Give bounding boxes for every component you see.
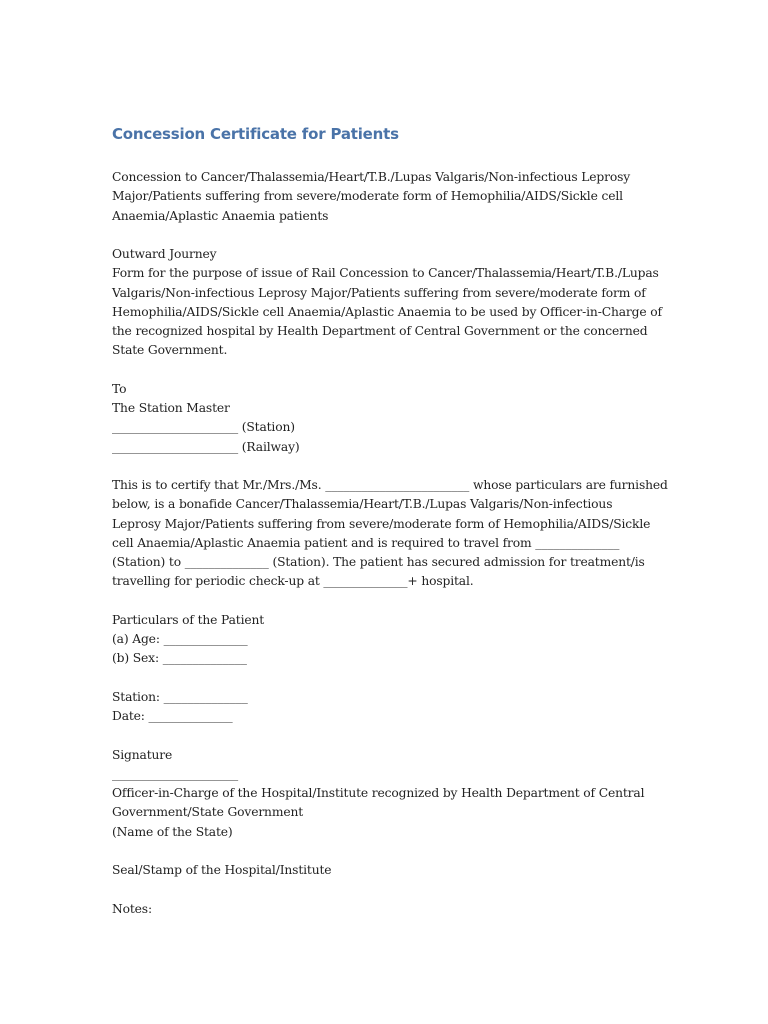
railway-blank-line: _____________________ (Railway) [112, 439, 300, 454]
station-date-block [112, 688, 672, 727]
intro-line: Concession to Cancer/Thalassemia/Heart/T.B./Lupas Valgaris/Non-infectious Leprosy [112, 170, 631, 184]
address-line: The Station Master [112, 401, 230, 415]
particulars-block [112, 611, 672, 669]
purpose-paragraph [112, 264, 672, 360]
certify-line: (Station) to ______________ (Station). The patient has secured admission for treatment/is [112, 555, 645, 569]
paragraph-gap [112, 457, 672, 476]
certify-line: below, is a bonafide Cancer/Thalassemia/Heart/T.B./Lupas Valgaris/Non-infectious [112, 497, 613, 512]
officer-line: Officer-in-Charge of the Hospital/Institute recognized by Health Department of Central [112, 786, 645, 800]
certify-line: travelling for periodic check-up at ______________+ hospital. [112, 574, 474, 589]
notes-label: Notes: [112, 901, 152, 916]
age-field-line: (a) Age: ______________ [112, 632, 248, 646]
certify-paragraph [112, 476, 672, 592]
intro-paragraph [112, 168, 672, 226]
intro-line: Anaemia/Aplastic Anaemia patients [112, 208, 329, 223]
purpose-line: the recognized hospital by Health Department of Central Government or the concerned [112, 324, 648, 338]
date-field-line: Date: ______________ [112, 709, 233, 723]
document-body [112, 168, 672, 919]
officer-line: Government/State Government [112, 805, 304, 820]
seal-stamp-line: Seal/Stamp of the Hospital/Institute [112, 863, 332, 877]
particulars-heading: Particulars of the Patient [112, 612, 265, 627]
station-blank-line: _____________________ (Station) [112, 420, 295, 435]
purpose-line: Form for the purpose of issue of Rail Concession to Cancer/Thalassemia/Heart/T.B./Lupas [112, 266, 659, 281]
paragraph-gap [112, 361, 672, 380]
paragraph-gap [112, 669, 672, 688]
purpose-line: Hemophilia/AIDS/Sickle cell Anaemia/Aplastic Anaemia to be used by Officer-in-Charge of [112, 304, 662, 319]
certify-line: This is to certify that Mr./Mrs./Ms. ________________________ whose particulars are furnished [112, 478, 668, 492]
paragraph-gap [112, 592, 672, 611]
paragraph-gap [112, 726, 672, 745]
station-field-line: Station: ______________ [112, 689, 248, 704]
document-title: Concession Certificate for Patients [112, 125, 399, 143]
intro-line: Major/Patients suffering from severe/moderate form of Hemophilia/AIDS/Sickle cell [112, 189, 623, 204]
sex-field-line: (b) Sex: ______________ [112, 651, 247, 666]
address-block [112, 380, 672, 457]
signature-block [112, 746, 672, 842]
purpose-line: Valgaris/Non-infectious Leprosy Major/Patients suffering from severe/moderate form of [112, 285, 646, 300]
address-line: To [112, 381, 127, 396]
paragraph-gap [112, 842, 672, 861]
state-name-line: (Name of the State) [112, 824, 233, 839]
certify-line: Leprosy Major/Patients suffering from severe/moderate form of Hemophilia/AIDS/Sickle [112, 516, 651, 531]
paragraph-gap [112, 880, 672, 899]
signature-blank-line: _____________________ [112, 766, 238, 781]
paragraph-gap [112, 226, 672, 245]
certify-line: cell Anaemia/Aplastic Anaemia patient and is required to travel from ______________ [112, 535, 620, 550]
purpose-line: State Government. [112, 343, 228, 358]
outward-journey-heading: Outward Journey [112, 247, 217, 261]
signature-label: Signature [112, 747, 173, 762]
